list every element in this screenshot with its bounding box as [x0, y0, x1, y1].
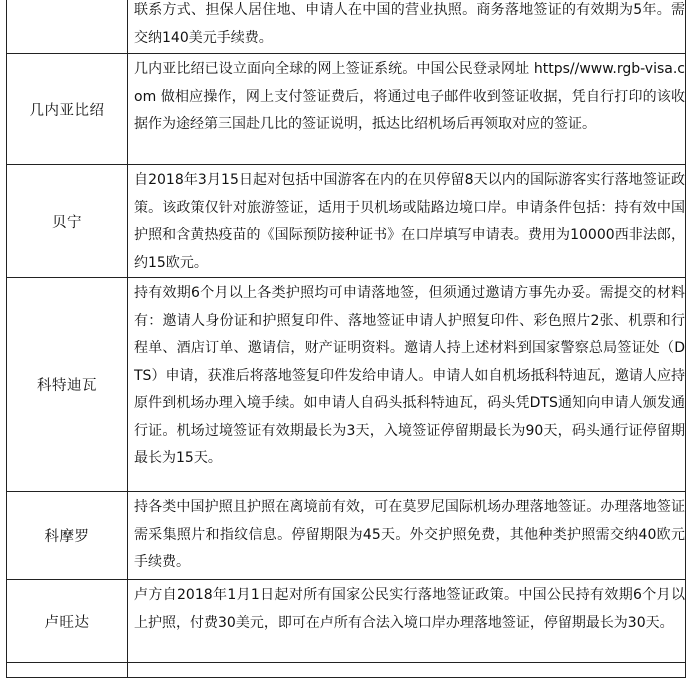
table-row	[7, 54, 686, 165]
description-text: 持有效期6个月以上各类护照均可申请落地签，但须通过邀请方事先办妥。需提交的材料有：邀请人身份证和护照复印件、落地签证申请人护照复印件、彩色照片2张、机票和行程单、酒店订单、邀请信，财产证明资料。邀请人持上述材料到国家警察总局签证处（DTS）申请，获准后将落地签复印件发给申请人。申请人如自机场抵科特迪瓦，邀请人应持原件到机场办理入境手续。如申请人自码头抵科特迪瓦，码头凭DTS通知向申请人颁发通行证。机场过境签证有效期最长为3天，入境签证停留期最长为90天，码头通行证停留期最长为15天。	[134, 285, 685, 466]
description-cell	[128, 278, 686, 492]
visa-policy-table	[6, 0, 686, 678]
description-text: 联系方式、担保人居住地、申请人在中国的营业执照。商务落地签证的有效期为5年。需交纳140美元手续费。	[134, 2, 685, 46]
country-cell: 科特迪瓦	[7, 278, 128, 492]
description-cell	[128, 492, 686, 580]
table-row	[7, 663, 686, 678]
table-row	[7, 580, 686, 663]
description-text: 卢方自2018年1月1日起对所有国家公民实行落地签证政策。中国公民持有效期6个月以上护照，付费30美元，即可在卢所有合法入境口岸办理落地签证，停留期最长为30天。	[134, 587, 685, 631]
description-cell	[128, 580, 686, 663]
table-row	[7, 165, 686, 278]
country-cell: 贝宁	[7, 165, 128, 278]
description-cell	[128, 54, 686, 165]
table-row	[7, 278, 686, 492]
description-text: 几内亚比绍已设立面向全球的网上签证系统。中国公民登录网址 https//www.rgb-visa.com 做相应操作，网上支付签证费后，将通过电子邮件收到签证收据，凭自行打印的该收据作为途经第三国赴几比的签证说明，抵达比绍机场后再领取对应的签证。	[134, 61, 685, 132]
description-text: 自2018年3月15日起对包括中国游客在内的在贝停留8天以内的国际游客实行落地签证政策。该政策仅针对旅游签证，适用于贝机场或陆路边境口岸。申请条件包括：持有效中国护照和含黄热疫苗的《国际预防接种证书》在口岸填写申请表。费用为10000西非法郎，约15欧元。	[134, 172, 685, 271]
table-row	[7, 492, 686, 580]
country-cell: 几内亚比绍	[7, 54, 128, 165]
country-cell	[7, 663, 128, 678]
country-cell	[7, 0, 128, 54]
description-cell	[128, 165, 686, 278]
country-cell: 科摩罗	[7, 492, 128, 580]
table-row	[7, 0, 686, 54]
country-cell: 卢旺达	[7, 580, 128, 663]
description-cell	[128, 0, 686, 54]
description-cell	[128, 663, 686, 678]
description-text: 持各类中国护照且护照在离境前有效，可在莫罗尼国际机场办理落地签证。办理落地签证需采集照片和指纹信息。停留期限为45天。外交护照免费，其他种类护照需交纳40欧元手续费。	[134, 499, 685, 570]
